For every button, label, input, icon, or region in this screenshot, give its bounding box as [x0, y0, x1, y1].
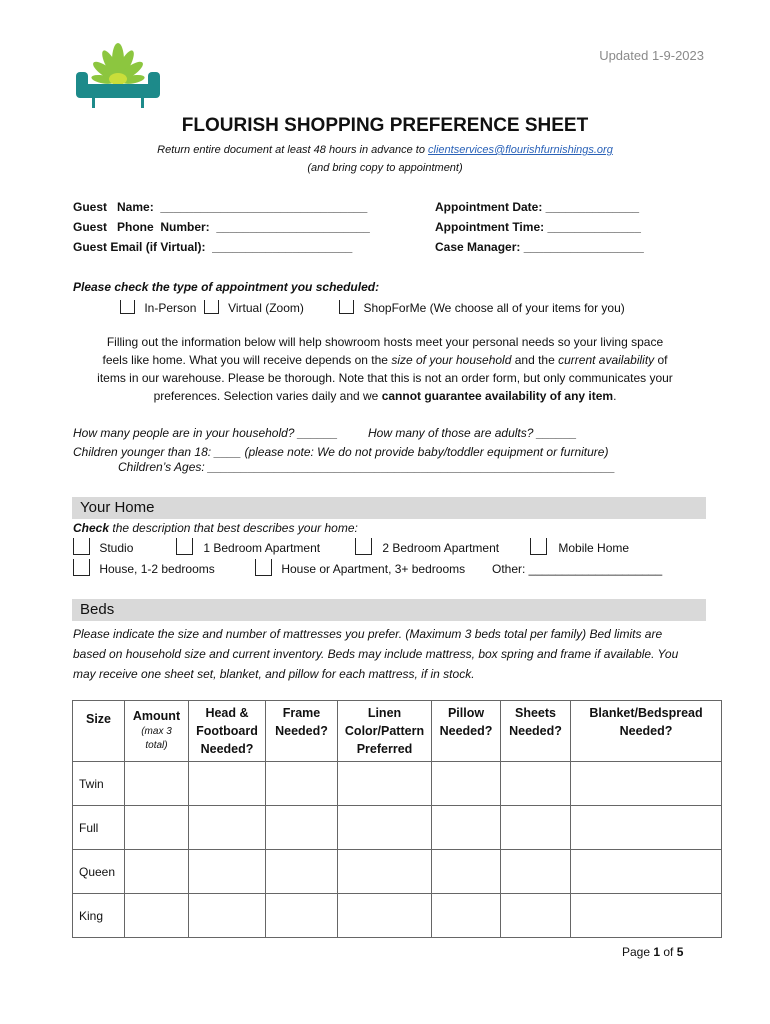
children-ages-field[interactable]: Children’s Ages: _____________________________________________________________ [118, 460, 616, 474]
home-option-2br [355, 538, 499, 555]
row-label-full: Full [73, 806, 125, 850]
col-pillow: Pillow Needed? [432, 701, 501, 762]
mobile-home-label: Mobile Home [558, 541, 630, 555]
col-size: Size [73, 701, 125, 762]
table-cell[interactable] [266, 894, 338, 938]
two-bedroom-checkbox[interactable] [355, 538, 372, 555]
studio-label: Studio [99, 541, 134, 555]
row-label-queen: Queen [73, 850, 125, 894]
col-sheets: Sheets Needed? [501, 701, 571, 762]
one-bedroom-label: 1 Bedroom Apartment [203, 541, 321, 555]
table-cell[interactable] [501, 806, 571, 850]
virtual-checkbox[interactable] [204, 300, 219, 314]
table-cell[interactable] [571, 762, 722, 806]
table-row [73, 850, 722, 894]
col-head-footboard: Head & Footboard Needed? [189, 701, 266, 762]
table-cell[interactable] [571, 850, 722, 894]
table-cell[interactable] [432, 762, 501, 806]
amount-note-2: total) [145, 740, 168, 751]
appointment-type-options [120, 300, 625, 315]
intro-line-4: preferences. Selection varies daily and we cannot guarantee availability of any item. [153, 389, 617, 403]
table-cell[interactable] [432, 850, 501, 894]
intro-line-2: feels like home. What you will receive depends on the size of your household and the current availability of [102, 353, 668, 367]
beds-line-2: based on household size and current inventory. Beds may include mattress, box spring and frame if available. You [73, 647, 679, 661]
guest-phone-field[interactable]: Guest Phone Number: _______________________ [73, 220, 370, 234]
table-cell[interactable] [338, 850, 432, 894]
table-cell[interactable] [125, 762, 189, 806]
table-cell[interactable] [501, 894, 571, 938]
two-bedroom-label: 2 Bedroom Apartment [382, 541, 500, 555]
home-option-mobile [530, 538, 629, 555]
table-cell[interactable] [338, 762, 432, 806]
instructions-line-2: (and bring copy to appointment) [307, 162, 463, 174]
table-cell[interactable] [266, 850, 338, 894]
table-cell[interactable] [266, 806, 338, 850]
table-cell[interactable] [189, 850, 266, 894]
virtual-label: Virtual (Zoom) [228, 301, 304, 315]
instructions-text: Return entire document at least 48 hours in advance to [157, 144, 429, 156]
mobile-home-checkbox[interactable] [530, 538, 547, 555]
table-cell[interactable] [125, 894, 189, 938]
table-cell[interactable] [266, 762, 338, 806]
row-label-king: King [73, 894, 125, 938]
your-home-section-header [72, 497, 706, 519]
beds-heading: Beds [80, 601, 115, 618]
updated-date: Updated 1-9-2023 [599, 48, 704, 63]
table-cell[interactable] [125, 850, 189, 894]
intro-line-1: Filling out the information below will help showroom hosts meet your personal needs so your living space [106, 335, 664, 349]
intro-paragraph [40, 333, 730, 405]
home-options-row-1 [73, 538, 133, 555]
table-cell[interactable] [571, 894, 722, 938]
table-cell[interactable] [125, 806, 189, 850]
house-checkbox[interactable] [73, 559, 90, 576]
household-size-question[interactable]: How many people are in your household? ______ [73, 426, 338, 440]
table-cell[interactable] [189, 806, 266, 850]
children-question[interactable]: Children younger than 18: ____ (please note: We do not provide baby/toddler equipment or furniture) [73, 445, 609, 459]
three-bedroom-checkbox[interactable] [255, 559, 272, 576]
col-amount: Amount (max 3 total) [125, 701, 189, 762]
table-cell[interactable] [571, 806, 722, 850]
beds-section-header [72, 599, 706, 621]
studio-checkbox[interactable] [73, 538, 90, 555]
table-cell[interactable] [338, 894, 432, 938]
shopforme-label: ShopForMe (We choose all of your items for you) [363, 301, 625, 315]
col-blanket: Blanket/Bedspread Needed? [571, 701, 722, 762]
home-option-house [73, 559, 215, 576]
in-person-label: In-Person [144, 301, 197, 315]
table-cell[interactable] [338, 806, 432, 850]
case-manager-field[interactable]: Case Manager: __________________ [435, 240, 644, 254]
table-cell[interactable] [189, 894, 266, 938]
table-cell[interactable] [432, 894, 501, 938]
beds-table [72, 700, 722, 938]
appointment-type-prompt: Please check the type of appointment you scheduled: [73, 280, 380, 294]
col-linen: Linen Color/Pattern Preferred [338, 701, 432, 762]
home-other-field[interactable]: Other: ____________________ [492, 562, 663, 576]
beds-header-row [73, 701, 722, 762]
intro-line-3: items in our warehouse. Please be thorough. Note that this is not an order form, but only communicates your [97, 371, 673, 385]
guest-email-field[interactable]: Guest Email (if Virtual): _____________________ [73, 240, 353, 254]
home-option-1br [176, 538, 320, 555]
guest-name-field[interactable]: Guest Name: _______________________________ [73, 200, 368, 214]
beds-line-3: may receive one sheet set, blanket, and pillow for each mattress, if in stock. [73, 667, 475, 681]
home-option-3br [255, 559, 465, 576]
adults-question[interactable]: How many of those are adults? ______ [368, 426, 577, 440]
flourish-logo [72, 42, 164, 112]
amount-note-1: (max 3 [141, 726, 172, 737]
table-row [73, 894, 722, 938]
page-number: Page 1 of 5 [622, 945, 684, 959]
table-cell[interactable] [501, 850, 571, 894]
row-label-twin: Twin [73, 762, 125, 806]
table-row [73, 806, 722, 850]
beds-instructions [73, 624, 678, 684]
your-home-prompt: Check the description that best describes your home: [73, 521, 358, 535]
table-cell[interactable] [432, 806, 501, 850]
in-person-checkbox[interactable] [120, 300, 135, 314]
table-row [73, 762, 722, 806]
three-bedroom-label: House or Apartment, 3+ bedrooms [281, 562, 466, 576]
one-bedroom-checkbox[interactable] [176, 538, 193, 555]
page-title: FLOURISH SHOPPING PREFERENCE SHEET [181, 115, 589, 136]
table-cell[interactable] [189, 762, 266, 806]
appointment-time-field[interactable]: Appointment Time: ______________ [435, 220, 641, 234]
email-link[interactable]: clientservices@flourishfurnishings.org [428, 144, 613, 156]
col-frame: Frame Needed? [266, 701, 338, 762]
house-label: House, 1-2 bedrooms [99, 562, 215, 576]
table-cell[interactable] [501, 762, 571, 806]
appointment-date-field[interactable]: Appointment Date: ______________ [435, 200, 640, 214]
beds-line-1: Please indicate the size and number of mattresses you prefer. (Maximum 3 beds total per family) Bed limits are [73, 627, 663, 641]
instructions-line [0, 144, 770, 156]
shopforme-checkbox[interactable] [339, 300, 354, 314]
your-home-heading: Your Home [80, 499, 155, 516]
